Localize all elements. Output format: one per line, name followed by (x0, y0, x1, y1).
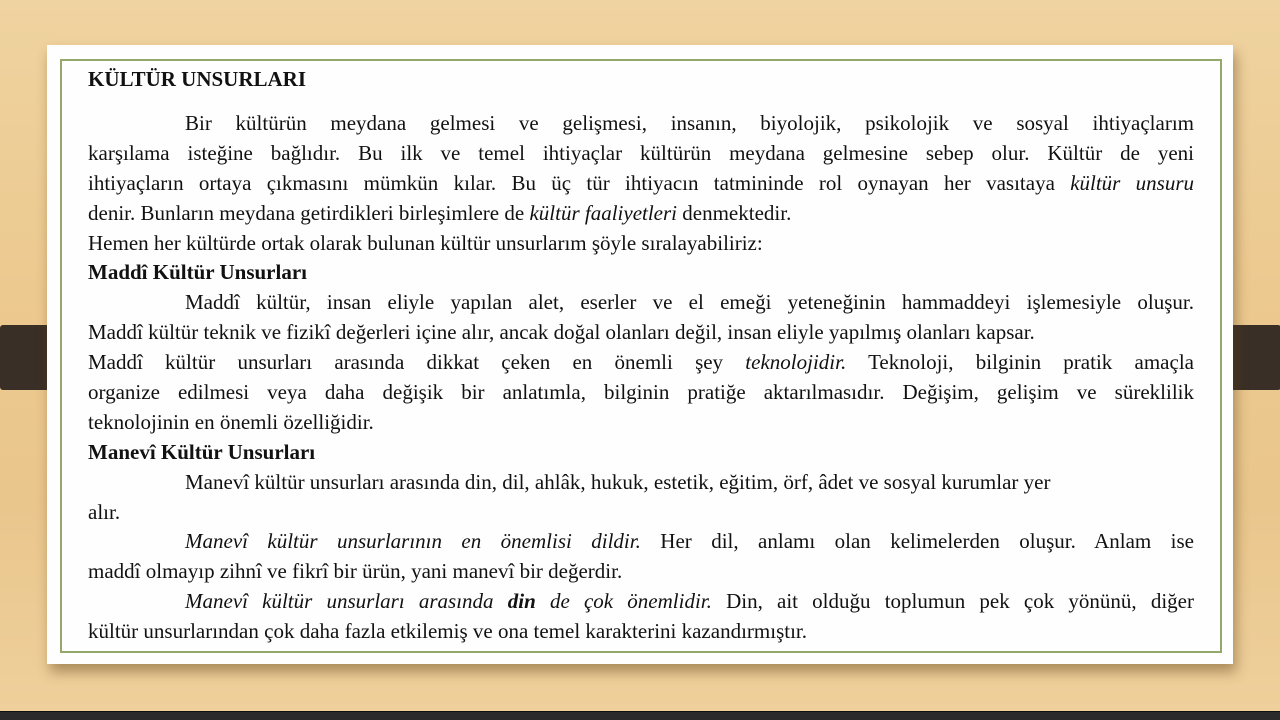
text-segment: Maddî kültür, insan eliyle yapılan alet, eserler ve el emeği yeteneğinin hammaddeyi işlemesiyle oluşur. (185, 290, 1194, 315)
text-segment: Manevî kültür unsurları arasında din, dil, ahlâk, hukuk, estetik, eğitim, örf, âdet ve sosyal kurumlar yer (185, 469, 1051, 494)
text-line (88, 348, 1194, 378)
text-line (88, 587, 1194, 617)
emphasized-text: de çok önemlidir. (535, 589, 712, 614)
text-segment: ihtiyaçların ortaya çıkmasını mümkün kılar. Bu üç tür ihtiyacın tatmininde rol oynayan her vasıtaya (88, 170, 1071, 195)
emphasized-text: Manevî kültür unsurlarının en önemlisi dildir. (185, 529, 641, 554)
text-line (88, 229, 1194, 259)
text-segment: maddî olmayıp zihnî ve fikrî bir ürün, yani manevî bir değerdir. (88, 559, 623, 584)
text-segment: karşılama isteğine bağlıdır. Bu ilk ve temel ihtiyaçlar kültürün meydana gelmesine sebep olur. Kültür de yeni (88, 140, 1194, 165)
emphasized-text: din (507, 589, 536, 614)
text-line (88, 498, 1194, 528)
text-line (88, 408, 1194, 438)
text-segment: Maddî Kültür Unsurları (88, 260, 307, 285)
text-line (88, 288, 1194, 318)
text-line (88, 527, 1194, 557)
text-segment: denir. Bunların meydana getirdikleri birleşimlere de (88, 200, 530, 225)
text-segment: Manevî Kültür Unsurları (88, 439, 316, 464)
emphasized-text: teknolojidir. (745, 350, 847, 375)
text-segment: teknolojinin en önemli özelliğidir. (88, 409, 374, 434)
text-line (88, 617, 1194, 647)
text-line (88, 318, 1194, 348)
text-segment: Her dil, anlamı olan kelimelerden oluşur. Anlam ise (640, 529, 1194, 554)
document-content (88, 64, 1194, 647)
text-line (88, 139, 1194, 169)
document-body (88, 109, 1194, 647)
text-segment: Bir kültürün meydana gelmesi ve gelişmesi, insanın, biyolojik, psikolojik ve sosyal ihtiyaçlarım (185, 111, 1194, 135)
text-line (88, 378, 1194, 408)
text-segment: organize edilmesi veya daha değişik bir anlatımla, bilginin pratiğe aktarılmasıdır. Değişim, gelişim ve süreklilik (88, 380, 1194, 405)
text-line (88, 557, 1194, 587)
text-line (88, 199, 1194, 229)
text-segment: Maddî kültür unsurları arasında dikkat çeken en önemli şey (88, 350, 746, 375)
text-segment: kültür unsurlarından çok daha fazla etkilemiş ve ona temel karakterini kazandırmıştır. (88, 619, 807, 644)
bottom-bar (0, 711, 1280, 720)
document-title: KÜLTÜR UNSURLARI (88, 67, 307, 91)
text-segment: Maddî kültür teknik ve fizikî değerleri içine alır, ancak doğal olanları değil, insan eliyle yapılmış olanları kapsar. (88, 320, 1035, 345)
text-line (88, 109, 1194, 139)
emphasized-text: kültür unsuru (1070, 170, 1194, 195)
text-segment: denmektedir. (677, 200, 792, 225)
section-heading (88, 438, 1194, 468)
text-segment: Teknoloji, bilginin pratik amaçla (846, 350, 1194, 375)
emphasized-text: Manevî kültür unsurları arasında (185, 589, 508, 614)
text-line (88, 169, 1194, 199)
text-segment: alır. (88, 499, 121, 524)
text-segment: Din, ait olduğu toplumun pek çok yönünü, diğer (711, 589, 1194, 614)
text-segment: Hemen her kültürde ortak olarak bulunan kültür unsurlarım şöyle sıralayabiliriz: (88, 230, 763, 255)
text-line (88, 468, 1194, 498)
emphasized-text: kültür faaliyetleri (529, 200, 678, 225)
section-heading (88, 258, 1194, 288)
